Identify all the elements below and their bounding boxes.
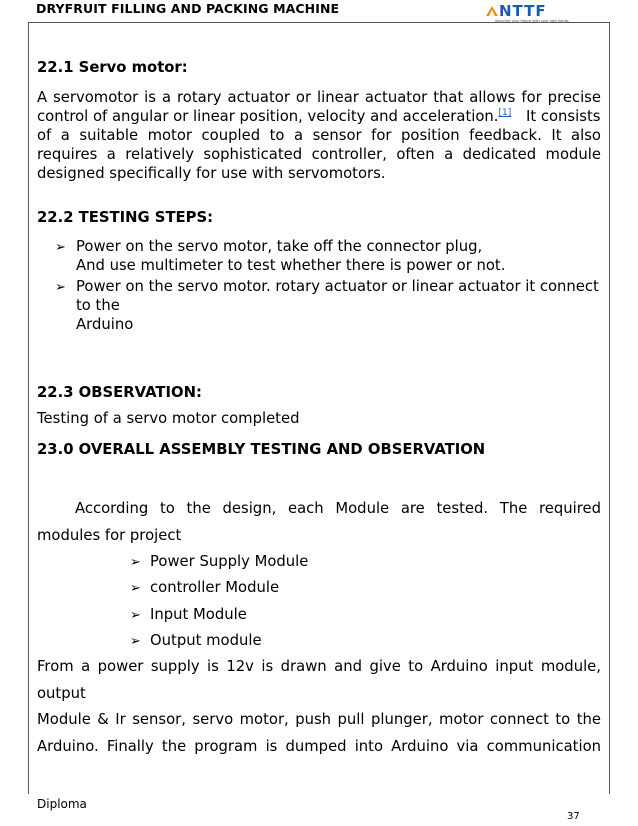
servo-para-line-2 [37, 108, 511, 125]
nttf-logo [485, 4, 585, 24]
bullet-arrow-icon: ➢ [55, 280, 66, 295]
assembly-para-line-2: modules for project [37, 527, 182, 544]
bullet-arrow-icon: ➢ [130, 608, 141, 623]
module-item: Output module [150, 632, 262, 649]
assembly-text-line-4: Arduino. Finally the program is dumped into Arduino via communication [37, 738, 601, 755]
bullet-arrow-icon: ➢ [130, 581, 141, 596]
observation-text: Testing of a servo motor completed [37, 410, 300, 427]
logo-tagline: Securing your future with your own hands [495, 19, 569, 23]
module-item: Power Supply Module [150, 553, 309, 570]
servo-para-line-5: designed specifically for use with servomotors. [37, 165, 386, 182]
testing-bullet-2-line-3: Arduino [76, 316, 134, 333]
heading-servo-motor: 22.1 Servo motor: [37, 59, 188, 76]
servo-para-line-4: requires a relatively sophisticated controller, often a dedicated module [37, 146, 601, 163]
testing-bullet-2-line-2: to the [76, 297, 120, 314]
assembly-text-line-3: Module & Ir sensor, servo motor, push pull plunger, motor connect to the [37, 711, 601, 728]
servo-para-line-2-text: control of angular or linear position, velocity and acceleration. [37, 108, 499, 125]
page-number: 37 [567, 811, 580, 822]
servo-para-line-1: A servomotor is a rotary actuator or linear actuator that allows for precise [37, 89, 601, 106]
assembly-text-line-1: From a power supply is 12v is drawn and give to Arduino input module, [37, 658, 601, 675]
footer-diploma: Diploma [37, 797, 87, 811]
bullet-arrow-icon: ➢ [55, 240, 66, 255]
document-header-title: DRYFRUIT FILLING AND PACKING MACHINE [36, 1, 340, 16]
heading-testing-steps: 22.2 TESTING STEPS: [37, 209, 214, 226]
logo-swoosh-icon [485, 5, 499, 17]
assembly-para-line-1: According to the design, each Module are tested. The required [75, 500, 601, 517]
bullet-arrow-icon: ➢ [130, 555, 141, 570]
heading-overall-assembly: 23.0 OVERALL ASSEMBLY TESTING AND OBSERVATION [37, 441, 486, 458]
testing-bullet-2-line-1: Power on the servo motor. rotary actuator or linear actuator it connect [76, 278, 599, 295]
logo-text: NTTF [499, 2, 547, 20]
testing-bullet-1-line-1: Power on the servo motor, take off the connector plug, [76, 238, 483, 255]
heading-observation: 22.3 OBSERVATION: [37, 384, 202, 401]
module-item: Input Module [150, 606, 247, 623]
citation-link[interactable]: [1] [498, 108, 512, 119]
servo-para-line-2-tail: It consists [526, 108, 601, 125]
bullet-arrow-icon: ➢ [130, 634, 141, 649]
testing-bullet-1-line-2: And use multimeter to test whether there is power or not. [76, 257, 506, 274]
module-item: controller Module [150, 579, 280, 596]
assembly-text-line-2: output [37, 685, 86, 702]
servo-para-line-3: of a suitable motor coupled to a sensor for position feedback. It also [37, 127, 601, 144]
